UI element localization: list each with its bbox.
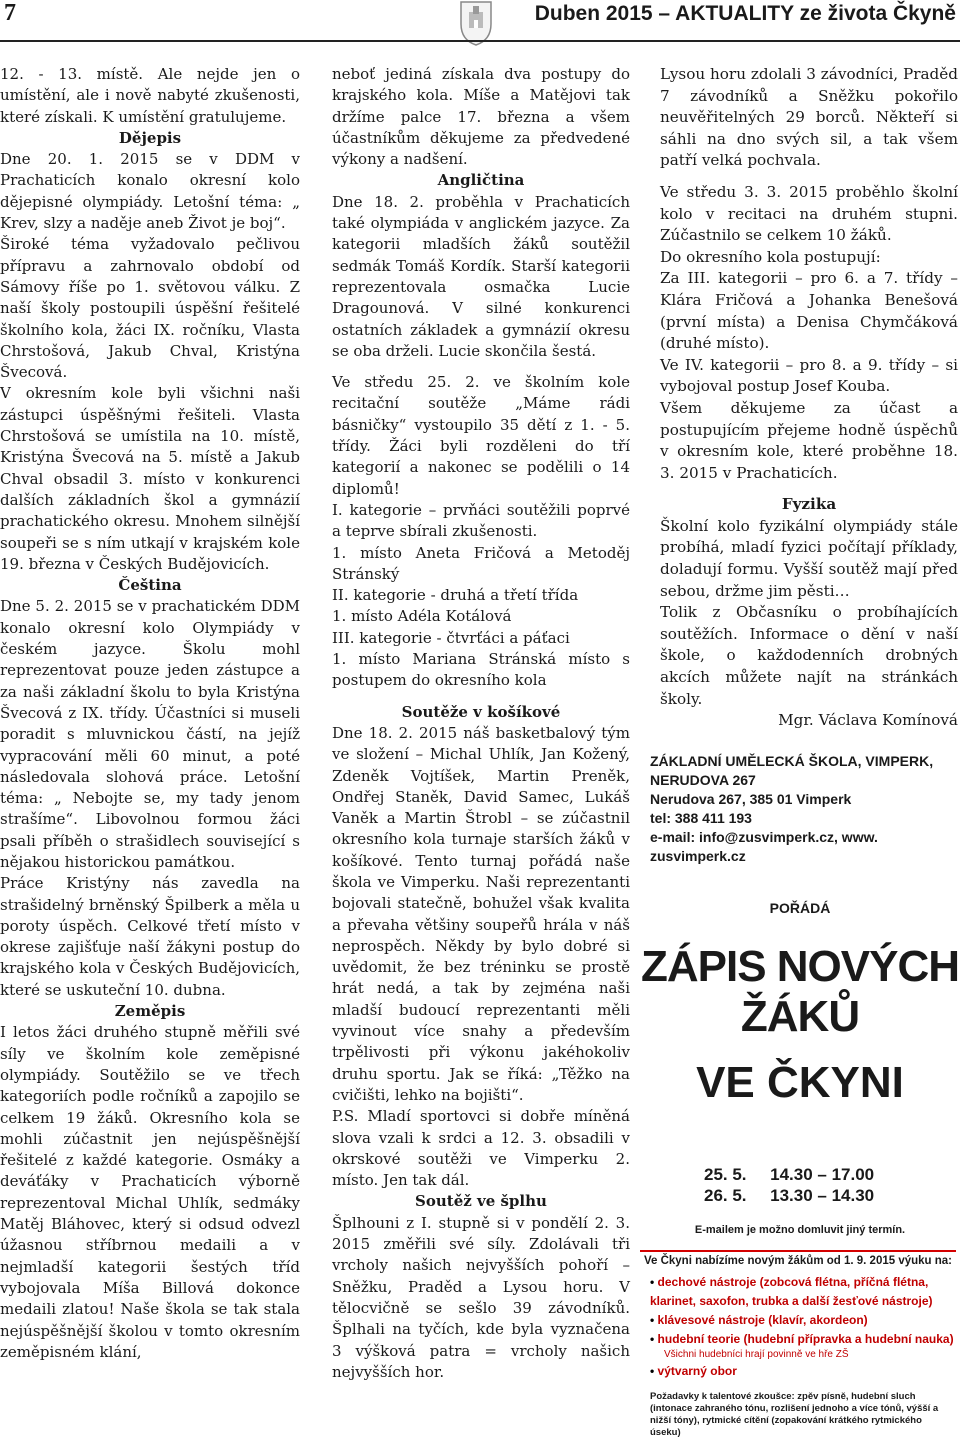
article-column-2 [332,64,630,1383]
paragraph: Dne 18. 2. proběhla v Prachaticích také olympiáda v anglickém jazyce. Za kategorii mladších žáků soutěžil sedmák Tomáš Kordík. Starší kategorii reprezentovala osmačka Lucie Dragounová. V silné konkurenci ostatních základek a gymnázií okresu se oba drželi. Lucie skončila šestá. [332,192,630,360]
spacer [660,484,958,494]
section-heading: Zeměpis [114,1002,186,1021]
ad-offer-list-2 [650,1362,956,1381]
ad-date-2: 26. 5. 13.30 – 14.30 [704,1186,875,1205]
paragraph: Školní kolo fyzikální olympiády stále probíhá, mladí fyzici počítají příklady, doladují formu. Vyšší soutěž mají před sebou, držme jim pěsti… [660,516,958,600]
paragraph: P.S. Mladí sportovci si dobře míněná slova vzali k srdci a 12. 3. obsadili v okrskové soutěži ve Vimperku 2. místo. Jen tak dál. [332,1107,630,1190]
paragraph: Široké téma vyžadovalo pečlivou přípravu a zahrnovalo období od Sámovy říše po 1. světovou válku. Z naší školy postoupili úspěšní řešitelé školního kola, žáci IX. ročníku, Vlasta Chrstošová, Jakub Chval, Kristýna Švecová. [0,235,300,382]
section-heading: Soutěže v košíkové [401,702,561,721]
spacer [332,692,630,702]
spacer [660,172,958,182]
section-heading: Čeština [118,576,182,595]
section-heading: Soutěž ve šplhu [415,1192,547,1211]
page-number: 7 [4,0,16,26]
ad-offer-item: • výtvarný obor [650,1362,956,1381]
paragraph: neboť jediná získala dva postupy do krajského kola. Míše a Matějovi tak držíme palce 17. března a všem účastníkům děkujeme za předvedené výkony a nadšení. [332,65,630,169]
paragraph: Za III. kategorii – pro 6. a 7. třídy – Klára Fričová a Johanka Benešová (první místa) a Denisa Chymčáková (druhé místo). [660,269,958,353]
article-column-1 [0,64,300,1363]
paragraph: 1. místo Adéla Kotálová [332,607,512,626]
zus-advertisement [640,752,960,1438]
paragraph: Do okresního kola postupují: [660,247,881,266]
paragraph: I. kategorie – prvňáci soutěžili poprvé a teprve sbírali zkušenosti. [332,500,630,541]
paragraph: Lysou horu zdolali 3 závodníci, Praděd 7 závodníků a Sněžku pokořilo neuvěřitelných 29 borců. Někteří si sáhli na dno svých sil, a tak všem patří velká pochvala. [660,65,958,170]
ad-requirements: Požadavky k talentové zkoušce: zpěv písně, hudební sluch (intonace zahraného tónu, rozlišení jednoho a více tónů, výšší a nižší tóny), rytmické cítění (zopakování krátkého rytmického úseku) [650,1391,939,1438]
ad-email-note: E-mailem je možno domluvit jiný termín. [694,1224,906,1236]
paragraph: Dne 18. 2. 2015 náš basketbalový tým ve složení – Michal Uhlík, Jan Kožený, Zdeněk Vojtíšek, Martin Preněk, Ondřej Staněk, David Samec, Lukáš Vaněk a Martin Štrobl – se zúčastnil okresního kola turnaje starších žáků v košíkové. Tento turnaj pořádá naše škola ve Vimperku. Naši reprezentanti bojovali statečně, bohužel však kvalita a převaha většiny soupeřů hrála v náš neprospěch. Někdy by bylo dobré si uvědomit, že bez tréninku se prostě hrát nedá, a tak by zejména naši mladší budoucí reprezentanti měli vyvinout více snahy a především trpělivosti při výkonu jakéhokoliv druhu sportu. Jak se říká: „Těžko na cvičišti, lehko na bojišti“. [332,723,630,1104]
spacer [332,362,630,372]
ad-phone: tel: 388 411 193 [650,810,752,826]
paragraph: Dne 5. 2. 2015 se v prachatickém DDM konalo okresní kolo Olympiády v českém jazyce. Školu mohl reprezentovat pouze jeden zástupce a za naši základní školu to byla Kristýna Švecová z IX. třídy. Účastníci si museli poradit s mluvnickou částí, na jejíž vypracování měli 60 minut, a poté následovala slohová práce. Letošní téma: „ Nebojte se, my tady jenom strašíme“. Libovolnou formou žáci psali příběh o strašidlech související s nějakou historickou památkou. [0,597,300,871]
paragraph: Tolik z Občasníku o probíhajících soutěžích. Informace o dění v naší škole, o každodenních drobných akcích můžete najít na stránkách školy. [660,603,958,708]
ad-email: e-mail: info@zusvimperk.cz, www. zusvimperk.cz [650,829,878,864]
page-header [0,0,960,44]
ad-school-name: ZÁKLADNÍ UMĚLECKÁ ŠKOLA, VIMPERK, NERUDOVA 267 [650,753,934,788]
paragraph: Práce Kristýny nás zavedla na strašidelný brněnský Špilberk a měla u poroty úspěch. Celkové třetí místo v okrese zajišťuje naší žákyni postup do krajského kola v Českých Budějovicích, které se uskuteční 10. dubna. [0,874,300,999]
paragraph: I letos žáci druhého stupně měřili své síly ve školním kole zeměpisné olympiády. Soutěžilo se ve třech kategoriích podle ročníků a zapojilo se celkem 19 žáků. Okresního kola se mohli zúčastnit jen nejúspěšnější řešitelé z každé kategorie. Osmáky a deváťáky v Prachaticích výborně reprezentoval Michal Uhlík, sedmáky Matěj Bláhovec, který si odsud odvezl úžasnou stříbrnou medaili a v nejmladší kategorii šestých tříd vybojovala Míša Billová dokonce medaili zlatou! Naše škola se tak stala nejúspěšnější školou v tomto okresním zeměpisném klání, [0,1023,300,1361]
header-rule [0,40,960,42]
ad-address: Nerudova 267, 385 01 Vimperk [650,791,852,807]
paragraph: III. kategorie - čtvrťáci a páťaci [332,628,570,647]
ad-offer-item: • dechové nástroje (zobcová flétna, příčná flétna, klarinet, saxofon, trubka a další žesťové nástroje) [650,1273,956,1311]
paragraph: 12. - 13. místě. Ale nejde jen o umístění, ale i nově nabyté zkušenosti, které získali. K umístění gratulujeme. [0,65,300,126]
paragraph: Všem děkujeme za účast a postupujícím přejeme hodně úspěchů v okresním kole, které proběhne 18. 3. 2015 v Prachaticích. [660,398,958,482]
paragraph: Dne 20. 1. 2015 se v DDM v Prachaticích konalo okresní kolo dějepisné olympiády. Letošní téma: „ Krev, slzy a naděje aneb Život je boj“. [0,150,300,233]
ad-offer-item: • hudební teorie (hudební přípravka a hudební nauka) [650,1330,956,1349]
ad-date-1: 25. 5. 14.30 – 17.00 [704,1165,875,1184]
article-column-3 [660,64,958,732]
section-heading: Dějepis [118,128,182,147]
section-heading: Angličtina [437,171,525,190]
paragraph: 1. místo Aneta Fričová a Metoděj Stránský [332,543,630,583]
ad-offer-heading: Ve Čkyni nabízíme novým žákům od 1. 9. 2015 výuku na: [643,1255,953,1267]
ad-offer-box [640,1250,956,1439]
paragraph: Ve IV. kategorii – pro 8. a 9. třídy – si vybojoval postup Josef Kouba. [660,355,958,396]
paragraph: 1. místo Mariana Stránská místo s postupem do okresního kola [332,650,630,690]
header-title: Duben 2015 – AKTUALITY ze života Čkyně [534,2,956,25]
ad-offer-item: • klávesové nástroje (klavír, akordeon) [650,1311,956,1330]
ad-offer-note: Všichni hudebníci hrají povinně ve hře ZŠ [664,1349,849,1360]
section-heading: Fyzika [781,495,837,514]
ad-headline-1: ZÁPIS NOVÝCH ŽÁKŮ [640,942,960,1041]
paragraph: II. kategorie - druhá a třetí třída [332,586,579,605]
ad-organizes: POŘÁDÁ [769,900,831,916]
paragraph: Ve středu 3. 3. 2015 proběhlo školní kolo v recitaci na druhém stupni. Zúčastnilo se celkem 10 žáků. [660,182,958,245]
paragraph: Šplhouni z I. stupně si v pondělí 2. 3. 2015 změřili své síly. Zdolávali tři vrcholy našich nejvyšších pohoří – Sněžku, Praděd a Lysou horu. V tělocvičně se sešlo 39 závodníků. Šplhali na tyčích, kde byla vyznačena 3 výšková patra = vrcholy našich nejvyšších hor. [332,1213,630,1381]
ad-headline-2: VE ČKYNI [696,1058,904,1107]
ad-offer-list [650,1273,956,1349]
paragraph: V okresním kole byli všichni naši zástupci úspěšnými řešiteli. Vlasta Chrstošová se umístila na 10. místě, Kristýna Švecová na 5. místě a Jakub Chval obsadil 3. místo v konkurenci dalších základních škol a gymnázií prachatického okresu. Mnohem silnější soupeři se s ním utkají v krajském kole 19. března v Českých Budějovicích. [0,384,300,573]
paragraph: Ve středu 25. 2. ve školním kole recitační soutěže „Máme rádi básničky“ vystoupilo 35 dětí z 1. - 5. třídy. Žáci byli rozděleni do tří kategorií a nakonec se podělili o 14 diplomů! [332,373,630,498]
author-signature: Mgr. Václava Komínová [778,711,958,730]
